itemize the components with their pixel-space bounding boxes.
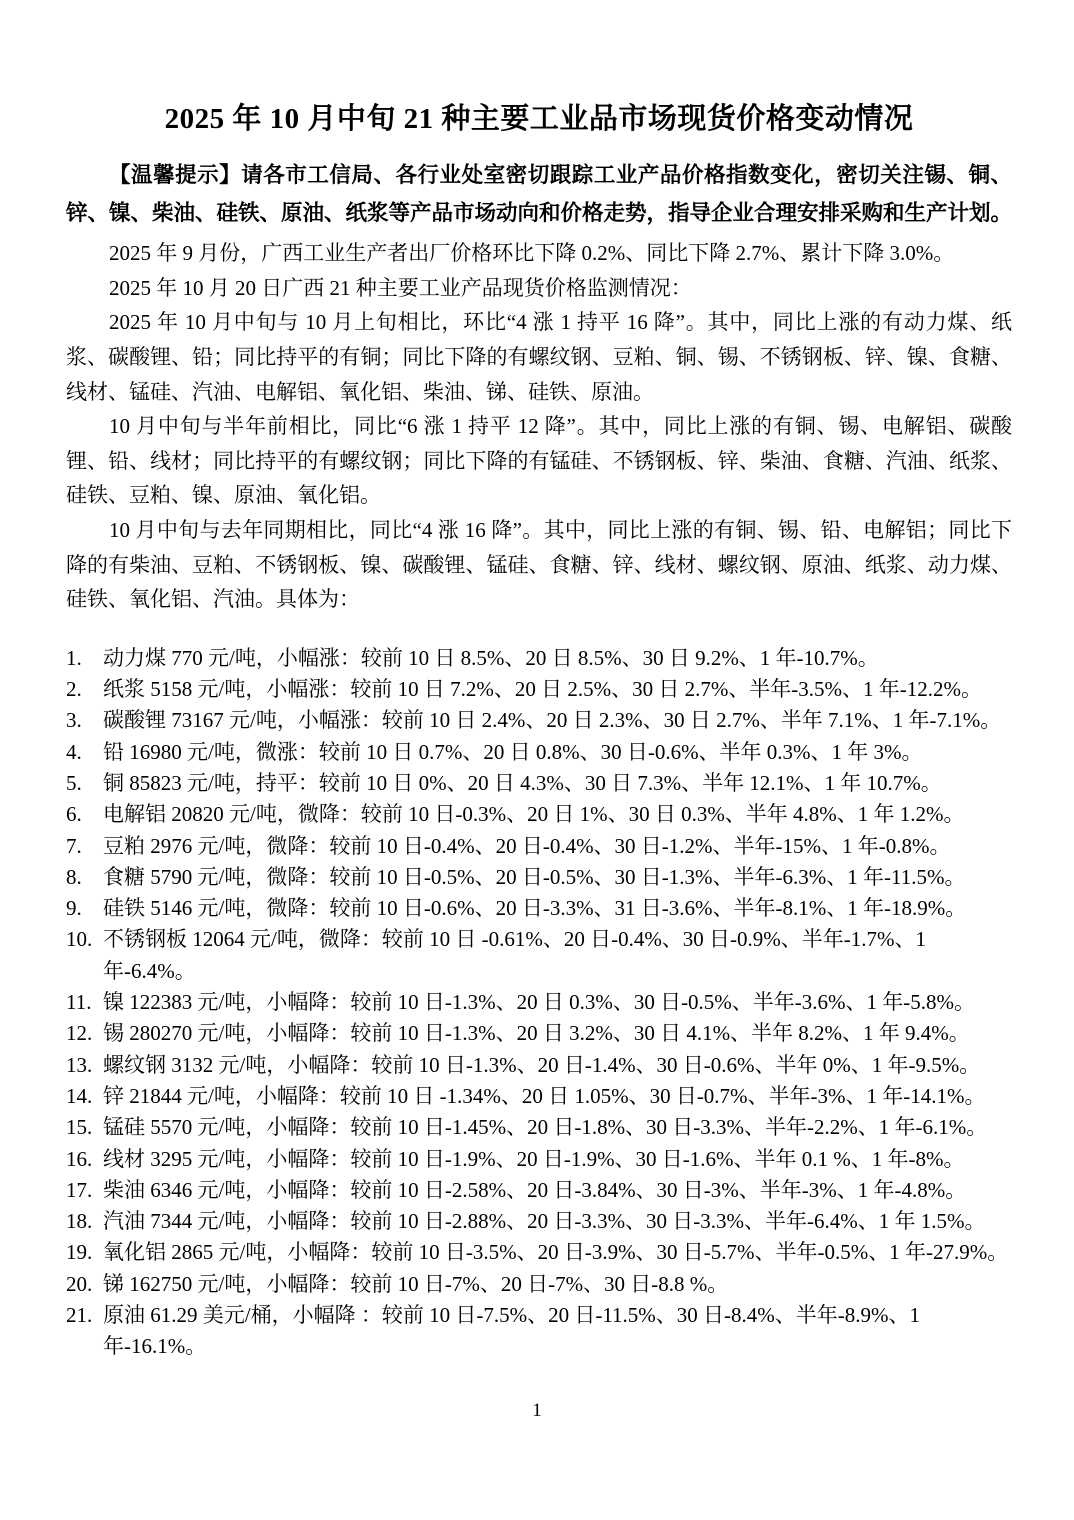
- list-item-number: 10.: [66, 927, 93, 952]
- list-item-text: 汽油 7344 元/吨，小幅降：较前 10 日-2.88%、20 日-3.3%、30 日-3.3%、半年-6.4%、1 年 1.5%。: [103, 1209, 986, 1234]
- page-title: 2025 年 10 月中旬 21 种主要工业品市场现货价格变动情况: [164, 103, 914, 135]
- list-item-number: 20.: [66, 1271, 93, 1296]
- list-item-text: 碳酸锂 73167 元/吨，小幅涨：较前 10 日 2.4%、20 日 2.3%、30 日 2.7%、半年 7.1%、1 年-7.1%。: [103, 708, 1002, 733]
- list-item: [66, 831, 1012, 862]
- list-item-text: 线材 3295 元/吨，小幅降：较前 10 日-1.9%、20 日-1.9%、30 日-1.6%、半年 0.1 %、1 年-8%。: [103, 1146, 965, 1171]
- list-item-number: 9.: [66, 896, 82, 921]
- list-item: [66, 737, 1012, 768]
- list-item: [66, 1300, 1012, 1363]
- list-item-text: 硅铁 5146 元/吨，微降：较前 10 日-0.6%、20 日-3.3%、31 日-3.6%、半年-8.1%、1 年-18.9%。: [103, 896, 967, 921]
- list-item-number: 6.: [66, 802, 82, 827]
- list-item: [66, 768, 1012, 799]
- list-item: [66, 1018, 1012, 1049]
- list-item-number: 13.: [66, 1052, 93, 1077]
- list-item: [66, 893, 1012, 924]
- price-list: [66, 643, 1012, 1363]
- list-item: [66, 1175, 1012, 1206]
- list-item: [66, 1269, 1012, 1300]
- list-item-text: 电解铝 20820 元/吨，微降：较前 10 日-0.3%、20 日 1%、30 日 0.3%、半年 4.8%、1 年 1.2%。: [103, 802, 965, 827]
- list-item: [66, 1112, 1012, 1143]
- list-item-text: 镍 122383 元/吨，小幅降：较前 10 日-1.3%、20 日 0.3%、30 日-0.5%、半年-3.6%、1 年-5.8%。: [103, 990, 976, 1015]
- list-item-number: 18.: [66, 1209, 93, 1234]
- list-item-number: 5.: [66, 770, 82, 795]
- list-item-number: 12.: [66, 1021, 93, 1046]
- list-item-number: 8.: [66, 864, 82, 889]
- list-item-number: 2.: [66, 677, 82, 702]
- list-item-number: 3.: [66, 708, 82, 733]
- list-item-number: 15.: [66, 1115, 93, 1140]
- list-item-number: 17.: [66, 1177, 93, 1202]
- list-item: [66, 987, 1012, 1018]
- list-item: [66, 1081, 1012, 1112]
- list-item-text: 不锈钢板 12064 元/吨，微降：较前 10 日 -0.61%、20 日-0.4%、30 日-0.9%、半年-1.7%、1 年-6.4%。: [103, 927, 927, 983]
- list-item: [66, 674, 1012, 705]
- list-item-number: 11.: [66, 990, 92, 1015]
- list-item-text: 锰硅 5570 元/吨，小幅降：较前 10 日-1.45%、20 日-1.8%、30 日-3.3%、半年-2.2%、1 年-6.1%。: [103, 1115, 988, 1140]
- list-item-text: 螺纹钢 3132 元/吨，小幅降：较前 10 日-1.3%、20 日-1.4%、30 日-0.6%、半年 0%、1 年-9.5%。: [103, 1052, 981, 1077]
- body-paragraph-3: 2025 年 10 月中旬与 10 月上旬相比，环比“4 涨 1 持平 16 降”。其中，同比上涨的有动力煤、纸浆、碳酸锂、铅；同比持平的有铜；同比下降的有螺纹钢、豆粕、铜、锡、不锈钢板、锌、镍、食糖、线材、锰硅、汽油、电解铝、氧化铝、柴油、锑、硅铁、原油。: [66, 310, 1012, 404]
- body-paragraph-5: 10 月中旬与去年同期相比，同比“4 涨 16 降”。其中，同比上涨的有铜、锡、铅、电解铝；同比下降的有柴油、豆粕、不锈钢板、镍、碳酸锂、锰硅、食糖、锌、线材、螺纹钢、原油、纸浆、动力煤、硅铁、氧化铝、汽油。具体为：: [66, 518, 1012, 612]
- list-item-number: 19.: [66, 1240, 93, 1265]
- list-item-number: 1.: [66, 645, 82, 670]
- list-item-text: 豆粕 2976 元/吨，微降：较前 10 日-0.4%、20 日-0.4%、30 日-1.2%、半年-15%、1 年-0.8%。: [103, 833, 951, 858]
- list-item: [66, 924, 1012, 987]
- list-item: [66, 1050, 1012, 1081]
- list-item-text: 锡 280270 元/吨，小幅降：较前 10 日-1.3%、20 日 3.2%、30 日 4.1%、半年 8.2%、1 年 9.4%。: [103, 1021, 970, 1046]
- list-item-text: 铅 16980 元/吨，微涨：较前 10 日 0.7%、20 日 0.8%、30 日-0.6%、半年 0.3%、1 年 3%。: [103, 739, 923, 764]
- list-item-number: 7.: [66, 833, 82, 858]
- list-item: [66, 1237, 1012, 1268]
- list-item-text: 纸浆 5158 元/吨，小幅涨：较前 10 日 7.2%、20 日 2.5%、30 日 2.7%、半年-3.5%、1 年-12.2%。: [103, 677, 983, 702]
- list-item-text: 原油 61.29 美元/桶，小幅降 ：较前 10 日-7.5%、20 日-11.5%、30 日-8.4%、半年-8.9%、1 年-16.1%。: [103, 1303, 920, 1359]
- list-item-text: 锌 21844 元/吨，小幅降：较前 10 日 -1.34%、20 日 1.05%、30 日-0.7%、半年-3%、1 年-14.1%。: [103, 1083, 986, 1108]
- notice-paragraph: 【温馨提示】请各市工信局、各行业处室密切跟踪工业产品价格指数变化，密切关注锡、铜、锌、镍、柴油、硅铁、原油、纸浆等产品市场动向和价格走势，指导企业合理安排采购和生产计划。: [66, 163, 1013, 226]
- list-item-text: 柴油 6346 元/吨，小幅降：较前 10 日-2.58%、20 日-3.84%、30 日-3%、半年-3%、1 年-4.8%。: [103, 1177, 967, 1202]
- list-item-text: 氧化铝 2865 元/吨，小幅降：较前 10 日-3.5%、20 日-3.9%、30 日-5.7%、半年-0.5%、1 年-27.9%。: [103, 1240, 1009, 1265]
- list-item: [66, 862, 1012, 893]
- list-item-number: 4.: [66, 739, 82, 764]
- body-paragraph-4: 10 月中旬与半年前相比，同比“6 涨 1 持平 12 降”。其中，同比上涨的有铜、锡、电解铝、碳酸锂、铅、线材；同比持平的有螺纹钢；同比下降的有锰硅、不锈钢板、锌、柴油、食糖、汽油、纸浆、硅铁、豆粕、镍、原油、氧化铝。: [66, 414, 1012, 508]
- body-paragraph-2: 2025 年 10 月 20 日广西 21 种主要工业产品现货价格监测情况：: [109, 275, 692, 300]
- list-item-number: 21.: [66, 1303, 93, 1328]
- list-item-number: 14.: [66, 1083, 93, 1108]
- page-number: 1: [532, 1400, 542, 1421]
- body-paragraph-1: 2025 年 9 月份，广西工业生产者出厂价格环比下降 0.2%、同比下降 2.7%、累计下降 3.0%。: [109, 241, 955, 266]
- list-item-text: 铜 85823 元/吨，持平：较前 10 日 0%、20 日 4.3%、30 日 7.3%、半年 12.1%、1 年 10.7%。: [103, 770, 942, 795]
- list-item: [66, 1206, 1012, 1237]
- list-item-text: 动力煤 770 元/吨，小幅涨：较前 10 日 8.5%、20 日 8.5%、30 日 9.2%、1 年-10.7%。: [103, 645, 879, 670]
- list-item-text: 锑 162750 元/吨，小幅降：较前 10 日-7%、20 日-7%、30 日-8.8 %。: [103, 1271, 729, 1296]
- list-item-text: 食糖 5790 元/吨，微降：较前 10 日-0.5%、20 日-0.5%、30 日-1.3%、半年-6.3%、1 年-11.5%。: [103, 864, 966, 889]
- list-item: [66, 799, 1012, 830]
- list-item: [66, 643, 1012, 674]
- list-item: [66, 705, 1012, 736]
- list-item: [66, 1144, 1012, 1175]
- list-item-number: 16.: [66, 1146, 93, 1171]
